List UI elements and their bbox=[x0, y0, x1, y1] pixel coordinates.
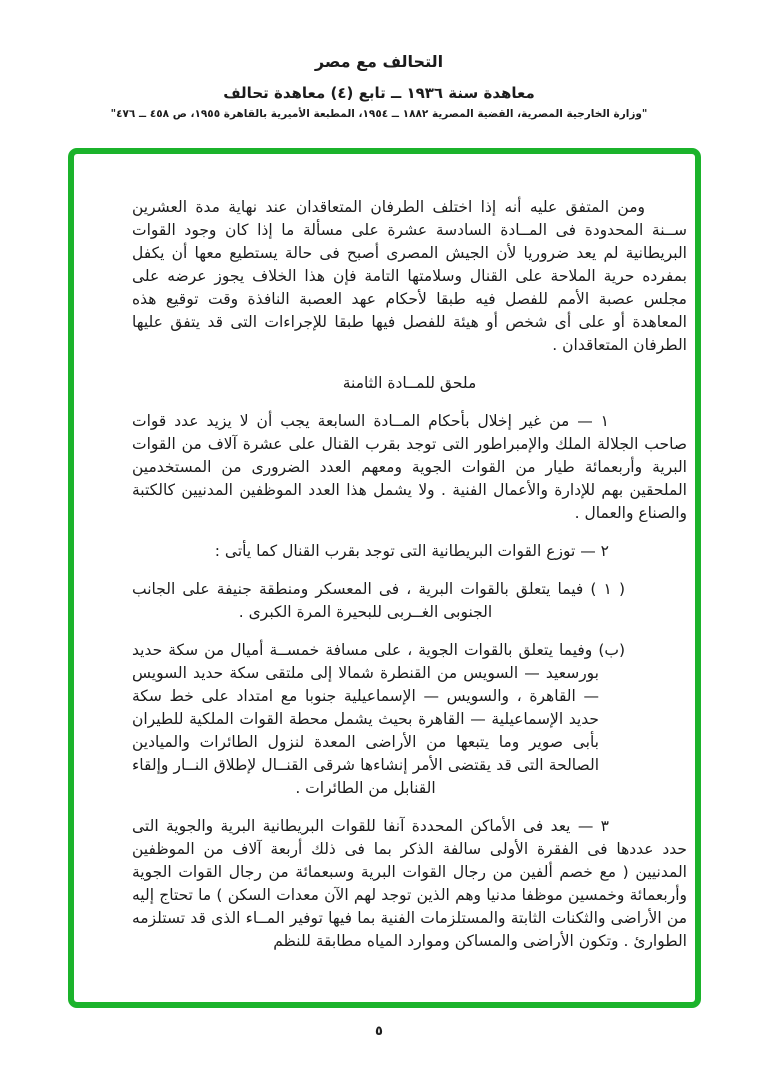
document-subtitle: معاهدة سنة ١٩٣٦ ــ تابع (٤) معاهدة تحالف bbox=[223, 84, 535, 102]
document-header bbox=[0, 52, 758, 120]
treaty-body-text bbox=[74, 154, 695, 1002]
source-citation: "وزارة الخارجية المصرية، القضية المصرية ١٨٨٢ ــ ١٩٥٤، المطبعة الأميرية بالقاهرة ١٩٥٥، ص ٤٥٨ ــ ٤٧٦" bbox=[110, 108, 648, 120]
paragraph-intro: ومن المتفق عليه أنه إذا اختلف الطرفان المتعاقدان عند نهاية مدة العشرين ســنة المحدودة فى المــادة السادسة عشرة على مسألة ما إذا كان وجود القوات البريطانية لم يعد ضروريا لأن الجيش المصرى أصبح فى حالة يستطيع معها أن يكفل بمفرده حرية الملاحة على القنال وسلامتها التامة فإن هذا الخلاف يجوز عرضه على مجلس عصبة الأمم للفصل فيه طبقا لأحكام عهد العصبة النافذة وقت توقيع هذه المعاهدة أو على أى شخص أو هيئة للفصل فيها طبقا للإجراءات التى قد يتفق عليها الطرفان المتعاقدان . bbox=[132, 198, 687, 354]
document-footer bbox=[0, 1024, 758, 1039]
clause-2: ٢ — توزع القوات البريطانية التى توجد بقرب القنال كما يأتى : bbox=[214, 542, 609, 560]
page-number: ٥ bbox=[375, 1024, 383, 1039]
annex-heading: ملحق للمــادة الثامنة bbox=[342, 374, 477, 392]
clause-1: ١ — من غير إخلال بأحكام المــادة السابعة يجب أن لا يزيد عدد قوات صاحب الجلالة الملك والإمبراطور التى توجد بقرب القنال على عشرة آلاف من القوات البرية وأربعمائة طيار من القوات الجوية ومعهم العدد الضرورى من المستخدمين الملحقين بهم للإدارة والأعمال الفنية . ولا يشمل هذا العدد الموظفين المدنيين كالكتبة والصناع والعمال . bbox=[132, 412, 687, 522]
document-title: التحالف مع مصر bbox=[314, 52, 444, 71]
clause-3: ٣ — يعد فى الأماكن المحددة آنفا للقوات البريطانية البرية والجوية التى حدد عددها فى الفقرة الأولى سالفة الذكر بما فى ذلك أربعة آلاف من الموظفين المدنيين ( مع خصم ألفين من رجال القوات البرية وسبعمائة من رجال القوات الجوية وأربعمائة وخمسين موظفا مدنيا وهم الذين توجد لهم الآن معدات السكن ) ما تحتاج إليه من الأراضى والثكنات الثابتة والمستلزمات الفنية بما فيها توفير المــاء الذى قد تستلزمه الطوارئ . وتكون الأراضى والمساكن وموارد المياه مطابقة للنظم bbox=[132, 817, 687, 950]
clause-2-item-a: ( ١ ) فيما يتعلق بالقوات البرية ، فى المعسكر ومنطقة جنيفة على الجانب الجنوبى الغــربى للبحيرة المرة الكبرى . bbox=[132, 580, 625, 621]
green-highlight-frame bbox=[68, 148, 701, 1008]
clause-2-item-b: (ب) وفيما يتعلق بالقوات الجوية ، على مسافة خمســة أميال من سكة حديد بورسعيد — السويس من القنطرة شمالا إلى ملتقى سكة حديد السويس — القاهرة ، والسويس — الإسماعيلية جنوبا مع امتداد على خط سكة حديد الإسماعيلية — القاهرة بحيث يشمل محطة القوات الملكية للطيران بأبى صوير وما يتبعها من الأراضى المعدة لنزول الطائرات والميادين الصالحة التى قد يقتضى الأمر إنشاءها شرقى القنــال لإطلاق النــار وإلقاء القنابل من الطائرات . bbox=[132, 641, 625, 797]
